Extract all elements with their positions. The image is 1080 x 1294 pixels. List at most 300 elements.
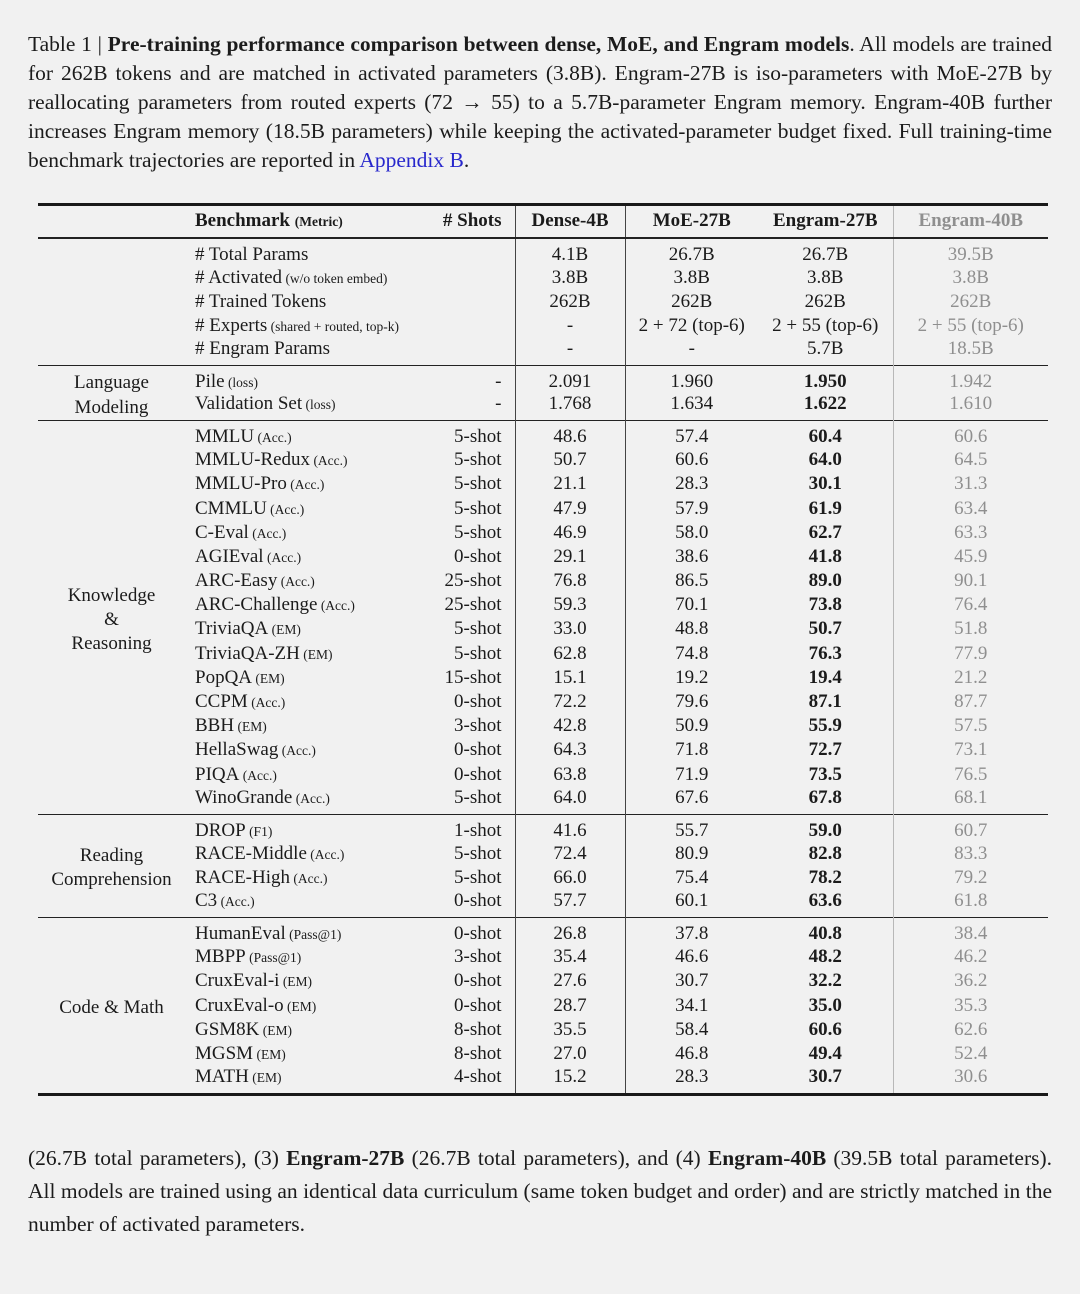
shots-cell: 0-shot bbox=[420, 969, 515, 993]
shots-cell: 3-shot bbox=[420, 945, 515, 969]
metric-label: (Acc.) bbox=[310, 453, 348, 469]
engram27-cell: 76.3 bbox=[758, 642, 893, 666]
moe-cell: 79.6 bbox=[675, 691, 709, 713]
moe-cell: 70.1 bbox=[675, 594, 709, 616]
table-caption bbox=[28, 30, 1052, 175]
benchmark-cell bbox=[185, 738, 420, 762]
engram27-cell: 64.0 bbox=[758, 448, 893, 472]
engram40-cell: 1.942 bbox=[893, 366, 1048, 394]
benchmark-cell bbox=[185, 842, 420, 866]
shots-cell: 5-shot bbox=[420, 642, 515, 666]
benchmark-cell bbox=[185, 763, 420, 787]
table-row bbox=[38, 238, 1048, 266]
engram40-cell: 63.4 bbox=[954, 497, 988, 519]
metric-label: (EM) bbox=[253, 1046, 286, 1062]
engram27-cell: 82.8 bbox=[758, 842, 893, 866]
benchmark-cell bbox=[185, 814, 420, 842]
section-label-line: Comprehension bbox=[51, 869, 172, 891]
dense-cell: 35.4 bbox=[515, 945, 625, 969]
engram27-cell: 73.5 bbox=[758, 763, 893, 787]
engram40-cell: 2 + 55 (top-6) bbox=[917, 314, 1024, 336]
metric-label: (EM) bbox=[252, 670, 285, 686]
dense-cell: 3.8B bbox=[515, 266, 625, 290]
shots-cell: 4-shot bbox=[420, 1066, 515, 1095]
dense-cell: 64.0 bbox=[515, 787, 625, 815]
shots-cell: 5-shot bbox=[420, 787, 515, 815]
shots-cell: 8-shot bbox=[420, 1042, 515, 1066]
section-label-cell bbox=[38, 814, 185, 917]
moe-cell: 60.6 bbox=[675, 449, 709, 471]
engram40-cell: 52.4 bbox=[954, 1042, 988, 1064]
benchmark-name: PIQA bbox=[195, 763, 240, 785]
benchmark-cell bbox=[185, 238, 420, 266]
section-label-line: Language bbox=[74, 372, 149, 394]
moe-cell: 1.634 bbox=[670, 393, 714, 415]
dense-header: Dense-4B bbox=[515, 205, 625, 238]
table-row bbox=[38, 866, 1048, 890]
section-label-line: Knowledge bbox=[67, 584, 156, 606]
benchmark-section bbox=[38, 814, 1048, 917]
metric-label: (Acc.) bbox=[263, 549, 302, 565]
moe-cell: 75.4 bbox=[675, 866, 709, 888]
benchmark-name: C3 bbox=[195, 890, 218, 912]
moe-cell: 71.8 bbox=[675, 739, 709, 761]
benchmark-name: RACE-Middle bbox=[195, 842, 307, 864]
moe-cell: 57.4 bbox=[625, 421, 758, 449]
engram27-cell: 1.622 bbox=[758, 393, 893, 421]
section-label-line: Reasoning bbox=[71, 632, 152, 654]
dense-cell: 64.3 bbox=[515, 738, 625, 762]
dense-cell: 62.8 bbox=[515, 642, 625, 666]
benchmark-cell bbox=[185, 714, 420, 738]
benchmark-name: ARC-Challenge bbox=[195, 594, 318, 616]
benchmark-name: MMLU bbox=[195, 426, 255, 448]
benchmark-cell bbox=[185, 266, 420, 290]
benchmark-section bbox=[38, 918, 1048, 1095]
table-row bbox=[38, 617, 1048, 641]
metric-label: (loss) bbox=[224, 375, 258, 391]
engram27-cell: 32.2 bbox=[758, 969, 893, 993]
moe-cell: 50.9 bbox=[675, 715, 709, 737]
metric-label: (Acc.) bbox=[286, 477, 325, 493]
table-row bbox=[38, 842, 1048, 866]
dense-cell: - bbox=[515, 314, 625, 338]
engram27-cell: 62.7 bbox=[758, 521, 893, 545]
header-row bbox=[38, 205, 1048, 238]
table-row bbox=[38, 763, 1048, 787]
moe-cell: 55.7 bbox=[625, 814, 758, 842]
benchmark-name: CMMLU bbox=[195, 497, 267, 519]
caption-period: . bbox=[463, 148, 470, 172]
engram40-cell: 76.4 bbox=[954, 594, 988, 616]
engram40-cell: 3.8B bbox=[952, 266, 989, 288]
engram27-cell: 67.8 bbox=[758, 787, 893, 815]
moe-cell: 46.8 bbox=[675, 1042, 709, 1064]
benchmark-name: DROP bbox=[195, 819, 246, 841]
table-row bbox=[38, 569, 1048, 593]
table-row bbox=[38, 1066, 1048, 1095]
moe-cell: 37.8 bbox=[625, 918, 758, 946]
engram27-cell: 63.6 bbox=[758, 890, 893, 918]
shots-cell: 8-shot bbox=[420, 1018, 515, 1042]
shots-cell: 1-shot bbox=[420, 814, 515, 842]
table-row bbox=[38, 738, 1048, 762]
dense-cell: 35.5 bbox=[515, 1018, 625, 1042]
engram40-cell: 68.1 bbox=[954, 786, 988, 808]
shots-cell bbox=[420, 290, 515, 314]
engram27-cell: 49.4 bbox=[758, 1042, 893, 1066]
engram27-cell: 1.950 bbox=[758, 366, 893, 394]
dense-cell: 57.7 bbox=[515, 890, 625, 918]
metric-label: (Acc.) bbox=[254, 430, 292, 446]
engram40-cell: 60.6 bbox=[893, 421, 1048, 449]
engram27-cell: 59.0 bbox=[758, 814, 893, 842]
dense-cell: 27.0 bbox=[515, 1042, 625, 1066]
benchmark-cell bbox=[185, 393, 420, 421]
moe-cell: 58.0 bbox=[675, 521, 709, 543]
benchmark-section bbox=[38, 366, 1048, 421]
shots-cell: 0-shot bbox=[420, 763, 515, 787]
table-row bbox=[38, 521, 1048, 545]
moe-cell: 28.3 bbox=[675, 473, 709, 495]
section-label-cell bbox=[38, 918, 185, 1095]
table-row bbox=[38, 666, 1048, 690]
table-row bbox=[38, 472, 1048, 496]
metric-label: (Acc.) bbox=[292, 790, 330, 806]
benchmark-name: ARC-Easy bbox=[195, 570, 278, 592]
engram40-cell: 76.5 bbox=[954, 763, 988, 785]
table-row bbox=[38, 714, 1048, 738]
section-label-line: Code & Math bbox=[59, 996, 164, 1018]
moe-cell: 46.6 bbox=[675, 946, 709, 968]
moe-cell: 28.3 bbox=[675, 1066, 709, 1087]
shots-cell: 0-shot bbox=[420, 890, 515, 918]
benchmark-name: # Total Params bbox=[195, 243, 309, 265]
engram40-cell: 64.5 bbox=[954, 449, 988, 471]
engram40-cell: 73.1 bbox=[954, 739, 988, 761]
shots-cell bbox=[420, 266, 515, 290]
engram40-cell: 18.5B bbox=[947, 338, 994, 360]
dense-cell: 28.7 bbox=[515, 993, 625, 1017]
engram40-cell: 90.1 bbox=[954, 570, 988, 592]
engram27-cell: 41.8 bbox=[758, 545, 893, 569]
benchmark-name: BBH bbox=[195, 715, 235, 737]
benchmark-cell bbox=[185, 545, 420, 569]
engram40-cell: 31.3 bbox=[954, 473, 988, 495]
engram40-cell: 79.2 bbox=[954, 866, 988, 888]
benchmark-cell bbox=[185, 642, 420, 666]
metric-label: (Acc.) bbox=[239, 767, 277, 783]
metric-label: (Pass@1) bbox=[285, 927, 342, 943]
metric-label: (Acc.) bbox=[306, 846, 345, 862]
benchmark-cell bbox=[185, 448, 420, 472]
benchmark-name: # Engram Params bbox=[195, 338, 331, 360]
table-row bbox=[38, 593, 1048, 617]
shots-cell: - bbox=[420, 366, 515, 394]
dense-cell: 50.7 bbox=[515, 448, 625, 472]
shots-header: # Shots bbox=[420, 205, 515, 238]
engram27-cell: 35.0 bbox=[758, 993, 893, 1017]
engram40-cell: 63.3 bbox=[954, 521, 988, 543]
benchmark-cell bbox=[185, 666, 420, 690]
metric-label: (Acc.) bbox=[278, 743, 316, 759]
engram40-cell: 51.8 bbox=[954, 618, 988, 640]
benchmark-name: AGIEval bbox=[195, 545, 264, 567]
benchmark-cell bbox=[185, 569, 420, 593]
section-label-cell bbox=[38, 238, 185, 366]
dense-cell: 15.1 bbox=[515, 666, 625, 690]
moe-header: MoE-27B bbox=[652, 210, 731, 232]
dense-cell: 59.3 bbox=[515, 593, 625, 617]
benchmark-name: Validation Set bbox=[195, 393, 303, 415]
metric-label: (EM) bbox=[283, 998, 317, 1014]
engram27-cell: 60.6 bbox=[758, 1018, 893, 1042]
table-row bbox=[38, 290, 1048, 314]
moe-cell: 2 + 72 (top-6) bbox=[638, 314, 745, 336]
engram27-cell: 26.7B bbox=[758, 238, 893, 266]
shots-cell: 5-shot bbox=[420, 472, 515, 496]
benchmark-cell bbox=[185, 993, 420, 1017]
engram40-cell: 61.8 bbox=[954, 890, 988, 912]
moe-cell: 57.9 bbox=[675, 497, 709, 519]
dense-cell: 33.0 bbox=[515, 617, 625, 641]
shots-cell: 5-shot bbox=[420, 842, 515, 866]
dense-cell: 42.8 bbox=[515, 714, 625, 738]
engram27-cell: 72.7 bbox=[758, 738, 893, 762]
benchmark-cell bbox=[185, 1066, 420, 1095]
moe-cell: - bbox=[688, 338, 695, 360]
engram27-cell: 5.7B bbox=[758, 338, 893, 366]
moe-cell: 34.1 bbox=[675, 994, 709, 1016]
table-row bbox=[38, 890, 1048, 918]
benchmark-cell bbox=[185, 593, 420, 617]
dense-cell: 41.6 bbox=[515, 814, 625, 842]
metric-label: (EM) bbox=[259, 1022, 293, 1038]
benchmark-name: MBPP bbox=[195, 946, 246, 968]
benchmark-name: CCPM bbox=[195, 691, 248, 713]
engram40-cell: 35.3 bbox=[954, 994, 988, 1016]
engram27-cell: 19.4 bbox=[758, 666, 893, 690]
shots-cell: 0-shot bbox=[420, 918, 515, 946]
table-row bbox=[38, 993, 1048, 1017]
section-label-line: Modeling bbox=[74, 396, 149, 418]
dense-cell: 29.1 bbox=[515, 545, 625, 569]
engram40-cell: 39.5B bbox=[947, 243, 994, 265]
section-label-line: & bbox=[104, 608, 119, 630]
table-row bbox=[38, 448, 1048, 472]
moe-cell: 48.8 bbox=[675, 618, 709, 640]
moe-cell: 80.9 bbox=[675, 842, 709, 864]
metric-label: (EM) bbox=[234, 719, 267, 735]
shots-cell: 15-shot bbox=[420, 666, 515, 690]
engram40-cell: 36.2 bbox=[954, 970, 988, 992]
benchmark-cell bbox=[185, 314, 420, 338]
moe-cell: 262B bbox=[671, 290, 713, 312]
table-row bbox=[38, 314, 1048, 338]
moe-cell: 30.7 bbox=[675, 970, 709, 992]
appendix-link[interactable]: Appendix B bbox=[359, 148, 464, 172]
benchmark-cell bbox=[185, 1042, 420, 1066]
dense-cell: 47.9 bbox=[515, 496, 625, 520]
table-row bbox=[38, 496, 1048, 520]
benchmark-section bbox=[38, 421, 1048, 815]
engram40-cell: 1.610 bbox=[949, 393, 993, 415]
metric-label: (loss) bbox=[302, 397, 336, 413]
benchmark-cell bbox=[185, 290, 420, 314]
metric-label: (Acc.) bbox=[266, 501, 305, 517]
engram40-cell: 62.6 bbox=[954, 1018, 988, 1040]
dense-cell: 1.768 bbox=[515, 393, 625, 421]
engram40-cell: 262B bbox=[950, 290, 992, 312]
footer-bold-engram40: Engram-40B bbox=[707, 1146, 827, 1170]
dense-cell: 15.2 bbox=[515, 1066, 625, 1095]
shots-cell: 0-shot bbox=[420, 738, 515, 762]
engram27-cell: 55.9 bbox=[758, 714, 893, 738]
benchmark-cell bbox=[185, 918, 420, 946]
engram40-cell: 21.2 bbox=[954, 666, 988, 688]
engram27-cell: 60.4 bbox=[758, 421, 893, 449]
metric-label: (EM) bbox=[299, 646, 333, 662]
engram27-cell: 61.9 bbox=[758, 496, 893, 520]
benchmark-name: PopQA bbox=[195, 666, 253, 688]
benchmark-name: MGSM bbox=[195, 1042, 254, 1064]
benchmark-name: # Trained Tokens bbox=[195, 290, 327, 312]
dense-cell: 26.8 bbox=[515, 918, 625, 946]
table-row bbox=[38, 969, 1048, 993]
dense-cell: 48.6 bbox=[515, 421, 625, 449]
table-row bbox=[38, 393, 1048, 421]
table-row bbox=[38, 918, 1048, 946]
metric-label: (Acc.) bbox=[317, 598, 355, 614]
benchmark-name: # Activated bbox=[195, 266, 283, 288]
table-row bbox=[38, 421, 1048, 449]
shots-cell bbox=[420, 338, 515, 366]
shots-cell: 5-shot bbox=[420, 866, 515, 890]
benchmark-cell bbox=[185, 787, 420, 815]
engram27-cell: 48.2 bbox=[758, 945, 893, 969]
shots-cell: 5-shot bbox=[420, 521, 515, 545]
section-header-cell bbox=[38, 205, 185, 238]
benchmark-cell bbox=[185, 945, 420, 969]
engram40-cell: 45.9 bbox=[954, 545, 988, 567]
benchmark-cell bbox=[185, 1018, 420, 1042]
benchmark-name: TriviaQA-ZH bbox=[195, 642, 300, 664]
section-label-cell bbox=[38, 421, 185, 815]
metric-label: (Acc.) bbox=[277, 574, 315, 590]
params-section bbox=[38, 238, 1048, 366]
benchmark-header bbox=[185, 205, 420, 238]
table-header bbox=[38, 205, 1048, 238]
dense-cell: 72.2 bbox=[515, 690, 625, 714]
engram27-cell: 2 + 55 (top-6) bbox=[758, 314, 893, 338]
metric-label: (shared + routed, top-k) bbox=[267, 318, 399, 334]
benchmark-name: MATH bbox=[195, 1066, 249, 1087]
caption-prefix: Table 1 | bbox=[28, 32, 108, 56]
metric-header-label: (Metric) bbox=[294, 214, 343, 230]
shots-cell: 25-shot bbox=[420, 593, 515, 617]
metric-label: (EM) bbox=[248, 1070, 282, 1085]
benchmark-cell bbox=[185, 890, 420, 918]
table-row bbox=[38, 690, 1048, 714]
metric-label: (Acc.) bbox=[248, 525, 287, 541]
dense-cell: 66.0 bbox=[515, 866, 625, 890]
moe-cell: 86.5 bbox=[675, 570, 709, 592]
table-row bbox=[38, 642, 1048, 666]
benchmark-name: # Experts bbox=[195, 314, 268, 336]
metric-label: (EM) bbox=[268, 622, 301, 638]
benchmark-name: MMLU-Pro bbox=[195, 473, 287, 495]
dense-cell: 21.1 bbox=[515, 472, 625, 496]
moe-cell: 3.8B bbox=[673, 266, 710, 288]
moe-cell: 1.960 bbox=[625, 366, 758, 394]
engram40-cell: 46.2 bbox=[954, 946, 988, 968]
table-row bbox=[38, 338, 1048, 366]
benchmark-name: HellaSwag bbox=[195, 739, 279, 761]
benchmark-cell bbox=[185, 617, 420, 641]
shots-cell: 3-shot bbox=[420, 714, 515, 738]
moe-cell: 74.8 bbox=[675, 642, 709, 664]
engram40-cell: 30.6 bbox=[954, 1066, 988, 1087]
shots-cell: 5-shot bbox=[420, 448, 515, 472]
table-row bbox=[38, 945, 1048, 969]
metric-label: (F1) bbox=[245, 823, 273, 839]
engram27-cell: 30.1 bbox=[758, 472, 893, 496]
metric-label: (Acc.) bbox=[247, 695, 286, 711]
shots-cell bbox=[420, 238, 515, 266]
footer-bold-engram27: Engram-27B bbox=[286, 1146, 405, 1170]
engram27-cell: 73.8 bbox=[758, 593, 893, 617]
benchmark-cell bbox=[185, 472, 420, 496]
engram40-cell: 77.9 bbox=[954, 642, 988, 664]
benchmark-name: Pile bbox=[195, 371, 225, 393]
engram27-cell: 50.7 bbox=[758, 617, 893, 641]
benchmark-cell bbox=[185, 338, 420, 366]
engram40-cell: 38.4 bbox=[893, 918, 1048, 946]
engram40-cell: 60.7 bbox=[893, 814, 1048, 842]
benchmark-name: GSM8K bbox=[195, 1018, 260, 1040]
dense-cell: 4.1B bbox=[515, 238, 625, 266]
footer-seg-2: (26.7B total parameters), and (4) bbox=[404, 1146, 708, 1170]
metric-label: (Acc.) bbox=[217, 894, 255, 910]
benchmark-name: WinoGrande bbox=[195, 786, 293, 808]
table-row bbox=[38, 814, 1048, 842]
footer-paragraph bbox=[28, 1142, 1052, 1241]
moe-cell: 19.2 bbox=[675, 666, 709, 688]
footer-seg-1: (26.7B total parameters), (3) bbox=[28, 1146, 287, 1170]
benchmark-name: HumanEval bbox=[195, 923, 286, 945]
shots-cell: 0-shot bbox=[420, 993, 515, 1017]
moe-cell: 38.6 bbox=[675, 545, 709, 567]
table-row bbox=[38, 545, 1048, 569]
benchmark-name: CruxEval-o bbox=[195, 994, 284, 1016]
dense-cell: 27.6 bbox=[515, 969, 625, 993]
shots-cell: 5-shot bbox=[420, 496, 515, 520]
metric-label: (EM) bbox=[279, 974, 313, 990]
moe-cell: 67.6 bbox=[675, 786, 709, 808]
engram27-cell: 87.1 bbox=[758, 690, 893, 714]
caption-title: Pre-training performance comparison between dense, MoE, and Engram models bbox=[107, 32, 850, 56]
dense-cell: 46.9 bbox=[515, 521, 625, 545]
metric-label: (Acc.) bbox=[290, 870, 328, 886]
engram27-cell: 3.8B bbox=[758, 266, 893, 290]
engram27-cell: 89.0 bbox=[758, 569, 893, 593]
engram27-cell: 30.7 bbox=[758, 1066, 893, 1095]
benchmark-cell bbox=[185, 969, 420, 993]
engram27-cell: 262B bbox=[758, 290, 893, 314]
table-row bbox=[38, 1042, 1048, 1066]
shots-cell: - bbox=[420, 393, 515, 421]
footer-seg-3: (39.5B total parameters). All models are trained using an identical data curriculum (same token budget and order) and are strictly matched in the number of activated parameters. bbox=[28, 1146, 1053, 1236]
